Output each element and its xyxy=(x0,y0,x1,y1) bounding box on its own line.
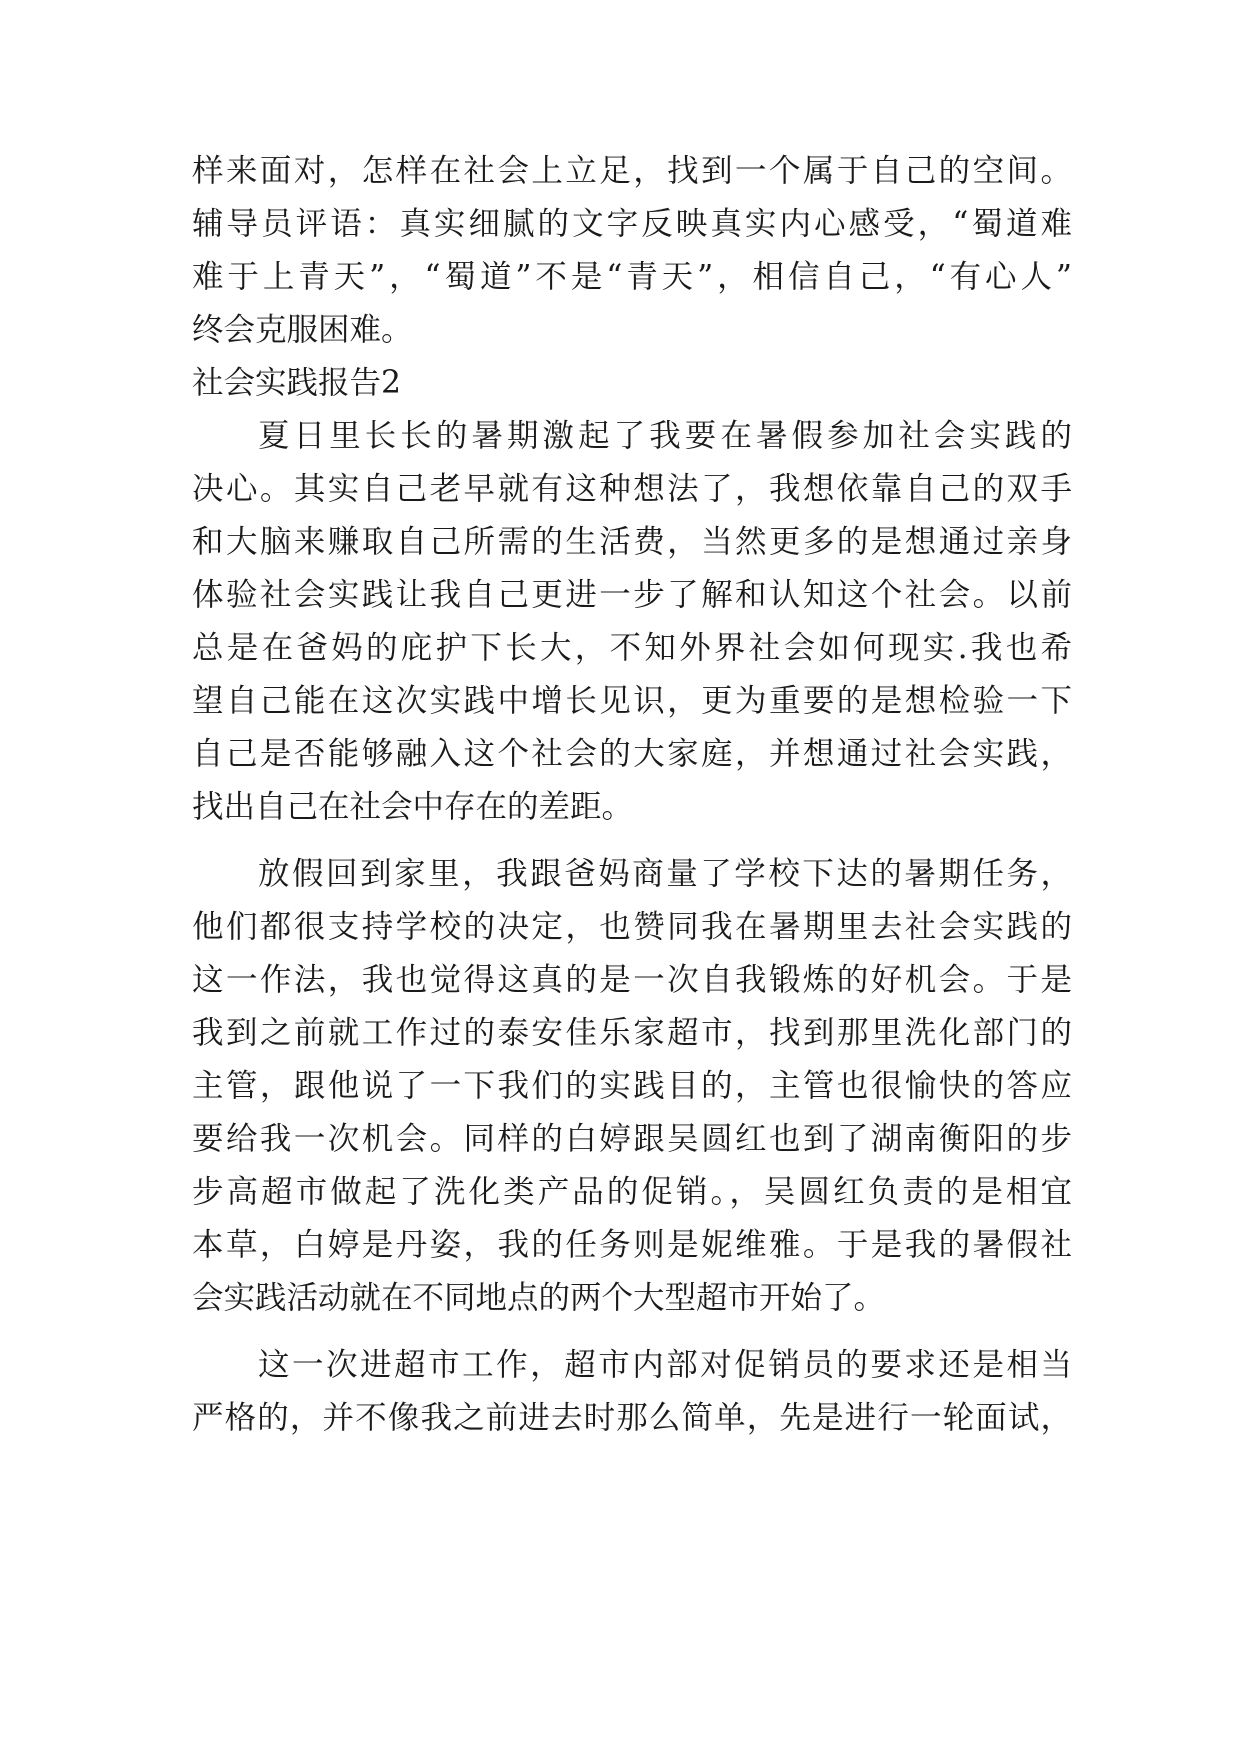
text-line: 样来面对，怎样在社会上立足，找到一个属于自己的空间。 xyxy=(192,153,1072,189)
text-line: 会实践活动就在不同地点的两个大型超市开始了。 xyxy=(192,1280,886,1316)
text-line: 找出自己在社会中存在的差距。 xyxy=(192,789,634,825)
text-line: 终会克服困难。 xyxy=(192,312,413,348)
text-line: 体验社会实践让我自己更进一步了解和认知这个社会。以前 xyxy=(192,577,1072,613)
text-line: 难于上青天”，“蜀道”不是“青天”，相信自己，“有心人” xyxy=(192,259,1072,295)
text-line: 决心。其实自己老早就有这种想法了，我想依靠自己的双手 xyxy=(192,471,1072,507)
text-line: 要给我一次机会。同样的白婷跟吴圆红也到了湖南衡阳的步 xyxy=(192,1121,1072,1157)
text-line: 辅导员评语：真实细腻的文字反映真实内心感受，“蜀道难 xyxy=(192,206,1072,242)
text-line: 他们都很支持学校的决定，也赞同我在暑期里去社会实践的 xyxy=(192,909,1072,945)
paragraph-first-line: 这一次进超市工作，超市内部对促销员的要求还是相当 xyxy=(258,1347,1072,1383)
text-line: 总是在爸妈的庇护下长大，不知外界社会如何现实.我也希 xyxy=(192,630,1072,666)
text-line: 这一作法，我也觉得这真的是一次自我锻炼的好机会。于是 xyxy=(192,962,1072,998)
text-line: 我到之前就工作过的泰安佳乐家超市，找到那里洗化部门的 xyxy=(192,1015,1072,1051)
paragraph-first-line: 夏日里长长的暑期激起了我要在暑假参加社会实践的 xyxy=(258,418,1072,454)
paragraph-first-line: 放假回到家里，我跟爸妈商量了学校下达的暑期任务， xyxy=(258,856,1072,892)
section-heading: 社会实践报告2 xyxy=(192,365,402,401)
text-line: 和大脑来赚取自己所需的生活费，当然更多的是想通过亲身 xyxy=(192,524,1072,560)
text-line: 主管，跟他说了一下我们的实践目的，主管也很愉快的答应 xyxy=(192,1068,1072,1104)
text-line: 本草，白婷是丹姿，我的任务则是妮维雅。于是我的暑假社 xyxy=(192,1227,1072,1263)
text-line: 严格的，并不像我之前进去时那么简单，先是进行一轮面试， xyxy=(192,1400,1072,1436)
text-line: 自己是否能够融入这个社会的大家庭，并想通过社会实践， xyxy=(192,736,1072,772)
text-line: 步高超市做起了洗化类产品的促销。，吴圆红负责的是相宜 xyxy=(192,1174,1072,1210)
text-line: 望自己能在这次实践中增长见识，更为重要的是想检验一下 xyxy=(192,683,1072,719)
